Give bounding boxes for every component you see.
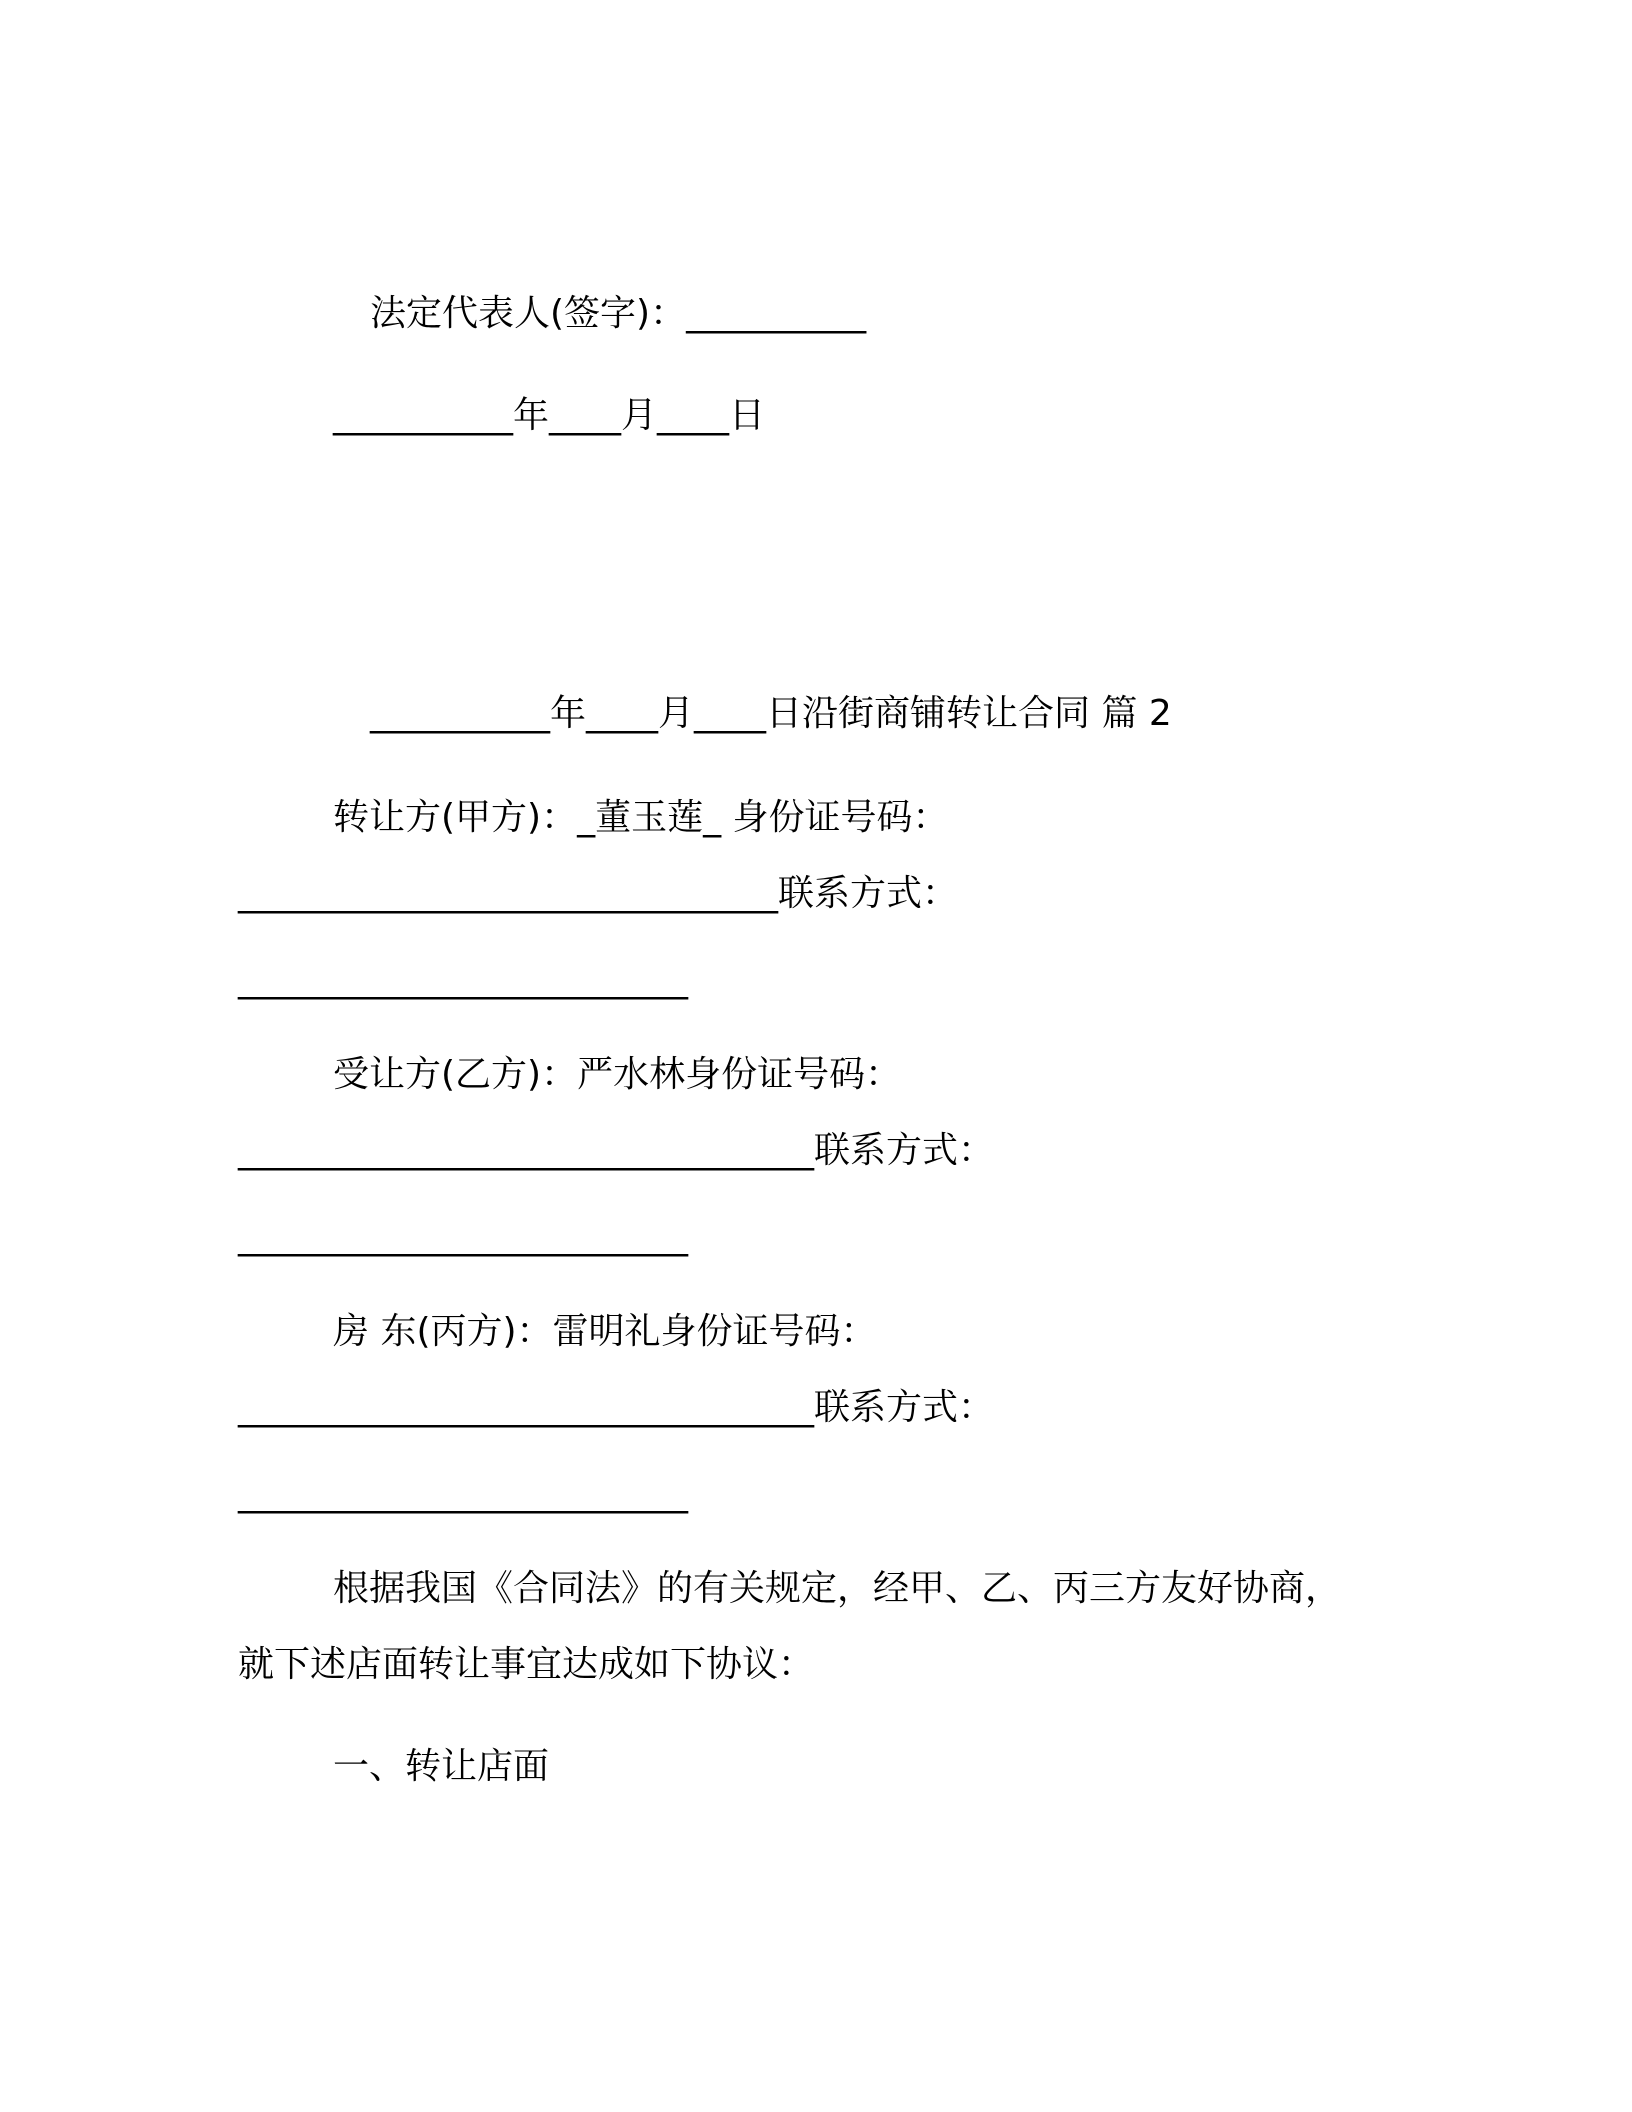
party-c-id-contact-line: ________________________________联系方式： xyxy=(238,1387,995,1428)
legal-representative-signature-line: 法定代表人(签字)：__________ xyxy=(370,293,867,334)
party-b-id-contact-line: ________________________________联系方式： xyxy=(238,1130,995,1171)
party-c-contact-blank: _________________________ xyxy=(238,1473,688,1514)
clause-1-heading: 一、转让店面 xyxy=(333,1746,550,1787)
party-c-name-line: 房 东(丙方)：雷明礼身份证号码： xyxy=(333,1311,877,1352)
signature-date-line: __________年____月____日 xyxy=(333,395,765,436)
intro-paragraph-line-2: 就下述店面转让事宜达成如下协议： xyxy=(238,1644,815,1685)
party-a-contact-blank: _________________________ xyxy=(238,959,688,1000)
intro-paragraph-line-1: 根据我国《合同法》的有关规定，经甲、乙、丙三方友好协商， xyxy=(333,1568,1342,1609)
contract-section-title: __________年____月____日沿街商铺转让合同 篇 2 xyxy=(370,693,1172,734)
party-b-contact-blank: _________________________ xyxy=(238,1216,688,1257)
party-b-name-line: 受让方(乙方)：严水林身份证号码： xyxy=(333,1054,902,1095)
party-a-name-line: 转让方(甲方)：_董玉莲_ 身份证号码： xyxy=(333,797,949,838)
party-a-id-contact-line: ______________________________联系方式： xyxy=(238,873,959,914)
